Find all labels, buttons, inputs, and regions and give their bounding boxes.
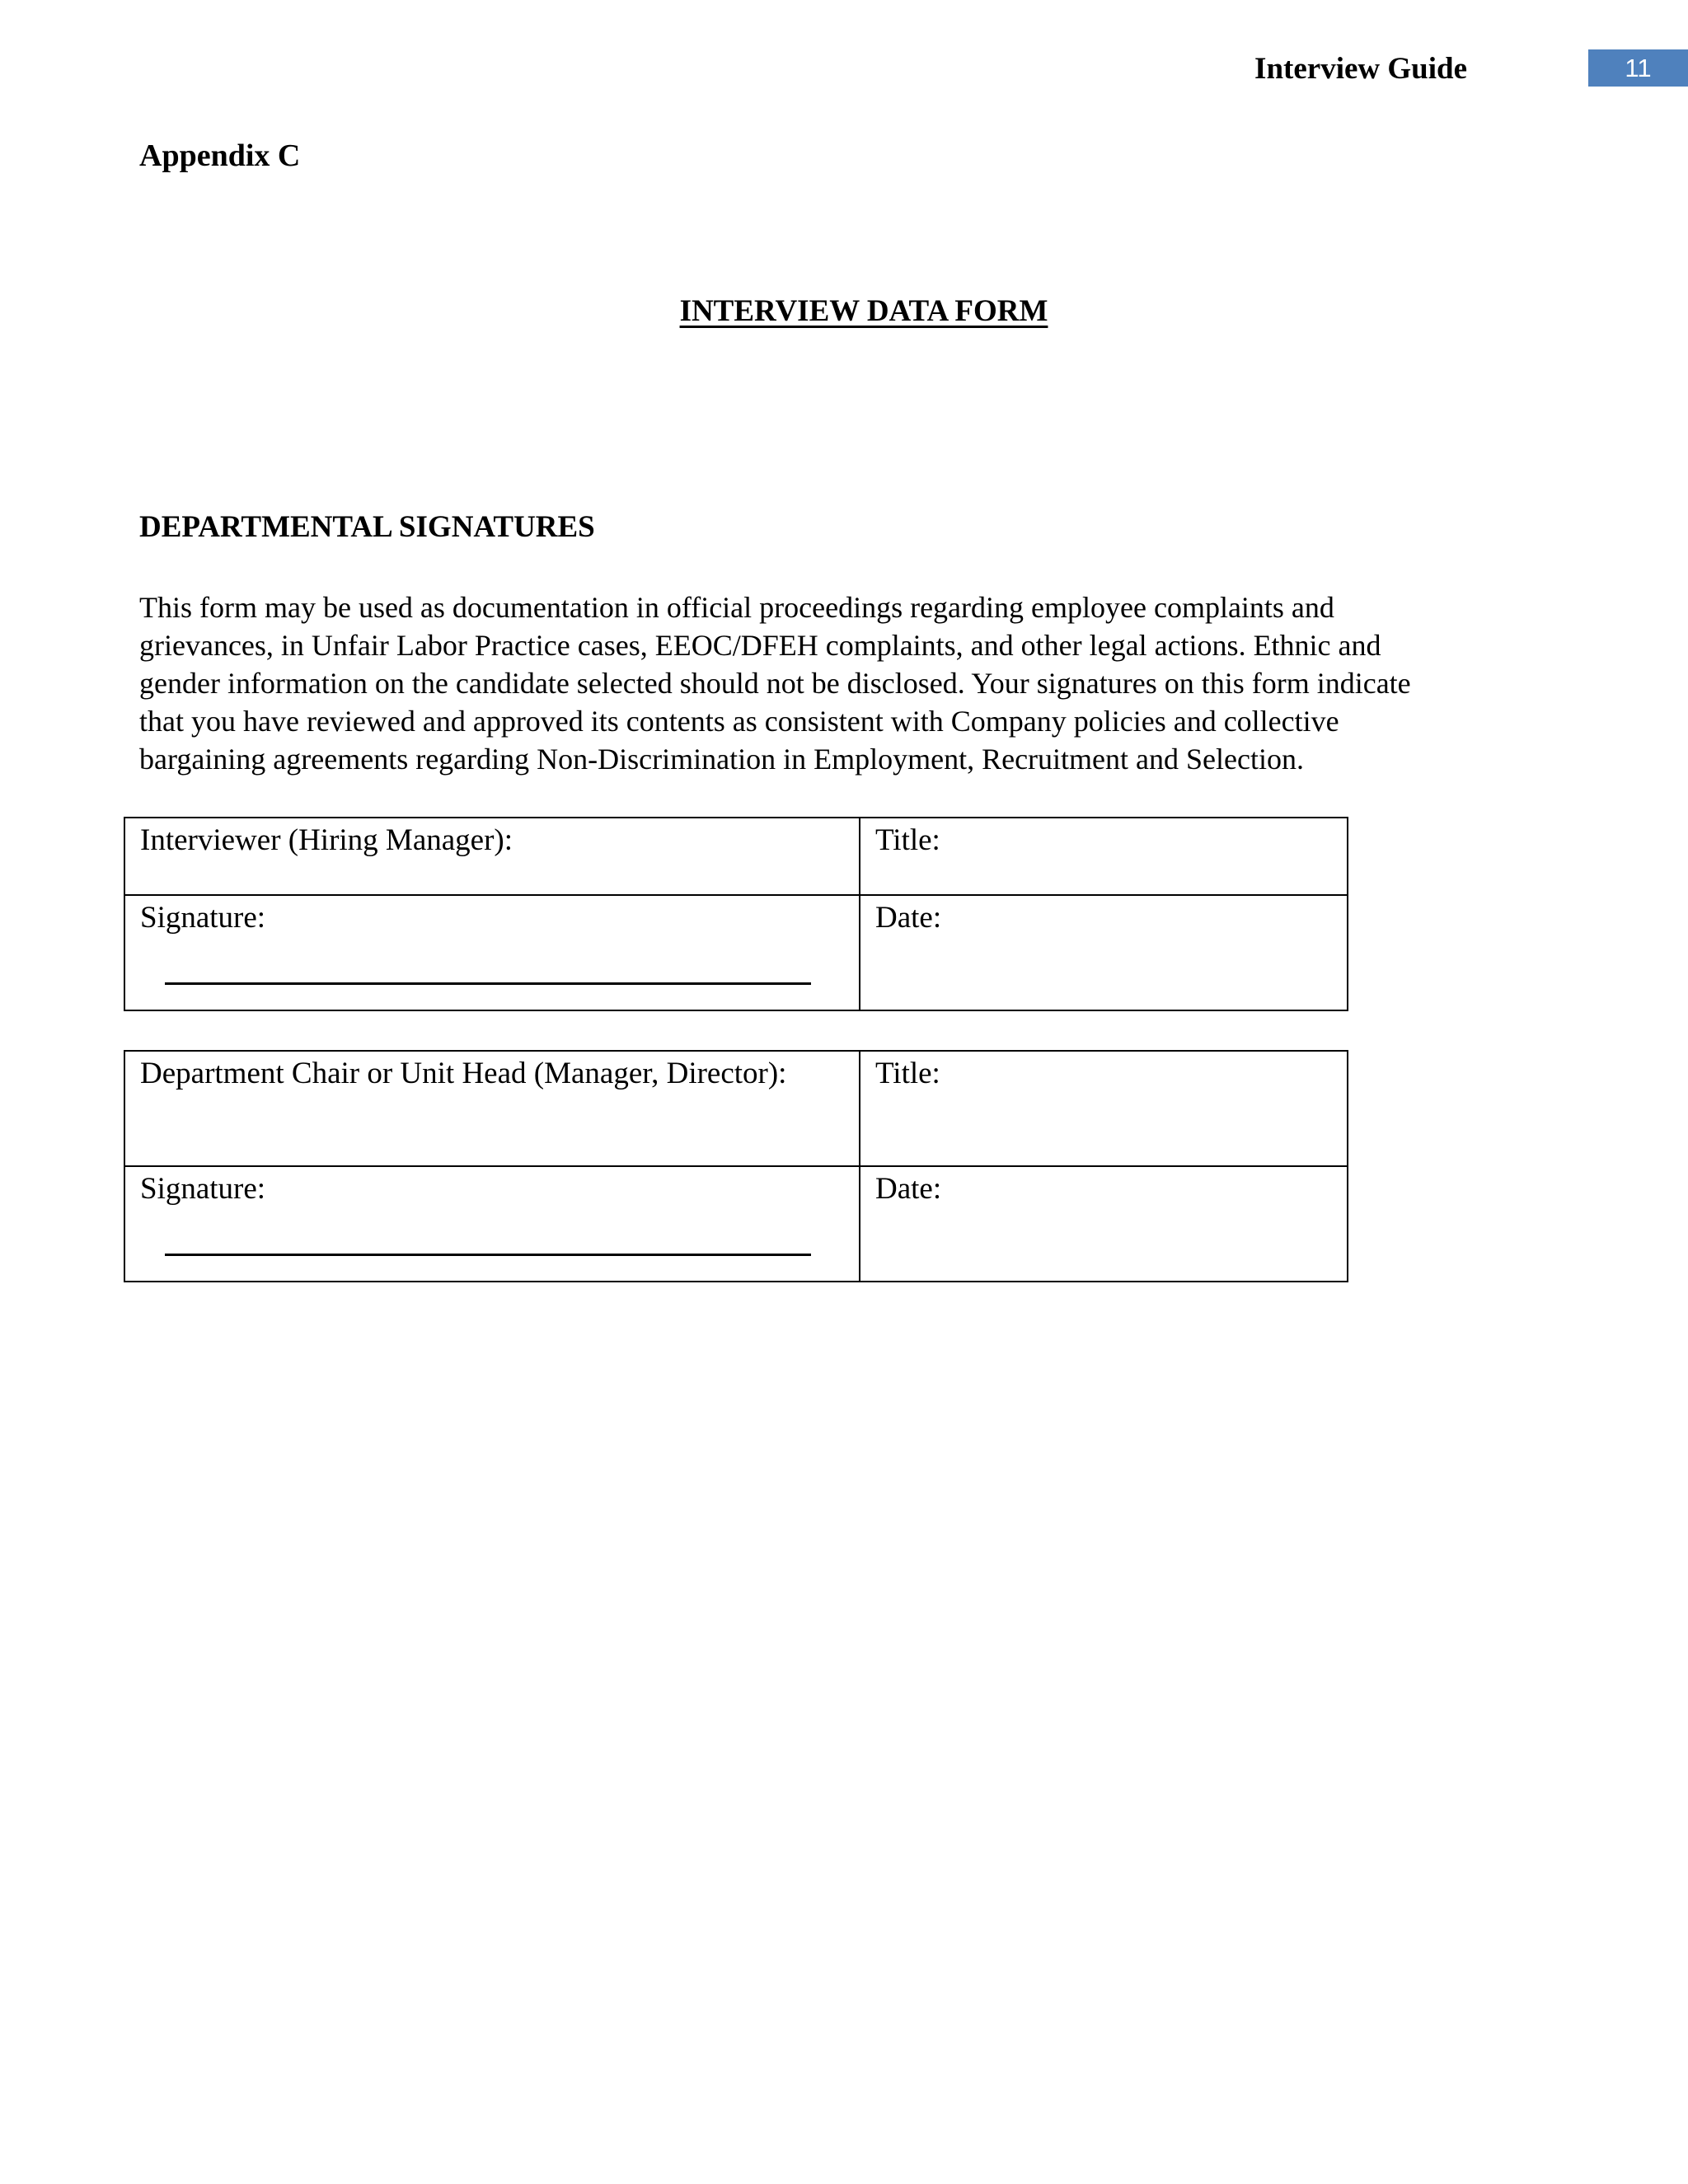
intro-line: grievances, in Unfair Labor Practice cases, EEOC/DFEH complaints, and other legal actions. Ethnic and	[139, 629, 1381, 662]
interviewer-name-cell[interactable]	[124, 818, 860, 895]
department-head-title-label: Title:	[875, 1057, 940, 1090]
department-head-name-label: Department Chair or Unit Head (Manager, Director):	[140, 1057, 787, 1090]
interviewer-signature-cell[interactable]	[124, 895, 860, 1010]
interviewer-signature-label: Signature:	[140, 901, 266, 935]
interviewer-signature-line	[165, 982, 811, 985]
page-number-badge: 11	[1588, 49, 1688, 87]
intro-line: This form may be used as documentation in official proceedings regarding employee complaints and	[139, 591, 1334, 624]
department-head-title-cell[interactable]	[860, 1051, 1348, 1166]
intro-paragraph	[139, 588, 1573, 778]
interviewer-signature-table	[124, 817, 1348, 1011]
department-head-signature-line	[165, 1254, 811, 1256]
running-header-title: Interview Guide	[1254, 52, 1467, 86]
intro-line: bargaining agreements regarding Non-Discrimination in Employment, Recruitment and Selection.	[139, 743, 1304, 776]
interviewer-title-label: Title:	[875, 823, 940, 857]
interviewer-name-label: Interviewer (Hiring Manager):	[140, 823, 513, 857]
department-head-signature-label: Signature:	[140, 1172, 266, 1206]
department-head-date-label: Date:	[875, 1172, 942, 1206]
section-heading: DEPARTMENTAL SIGNATURES	[139, 510, 595, 544]
intro-line: that you have reviewed and approved its contents as consistent with Company policies and collective	[139, 705, 1339, 738]
interviewer-title-cell[interactable]	[860, 818, 1348, 895]
form-title: INTERVIEW DATA FORM	[679, 294, 1048, 328]
interviewer-date-cell[interactable]	[860, 895, 1348, 1010]
interviewer-date-label: Date:	[875, 901, 942, 935]
department-head-signature-cell[interactable]	[124, 1166, 860, 1282]
appendix-label: Appendix C	[139, 138, 301, 173]
department-head-name-cell[interactable]	[124, 1051, 860, 1166]
department-head-date-cell[interactable]	[860, 1166, 1348, 1282]
department-head-signature-table	[124, 1050, 1348, 1282]
intro-line: gender information on the candidate selected should not be disclosed. Your signatures on this form indicate	[139, 667, 1411, 700]
